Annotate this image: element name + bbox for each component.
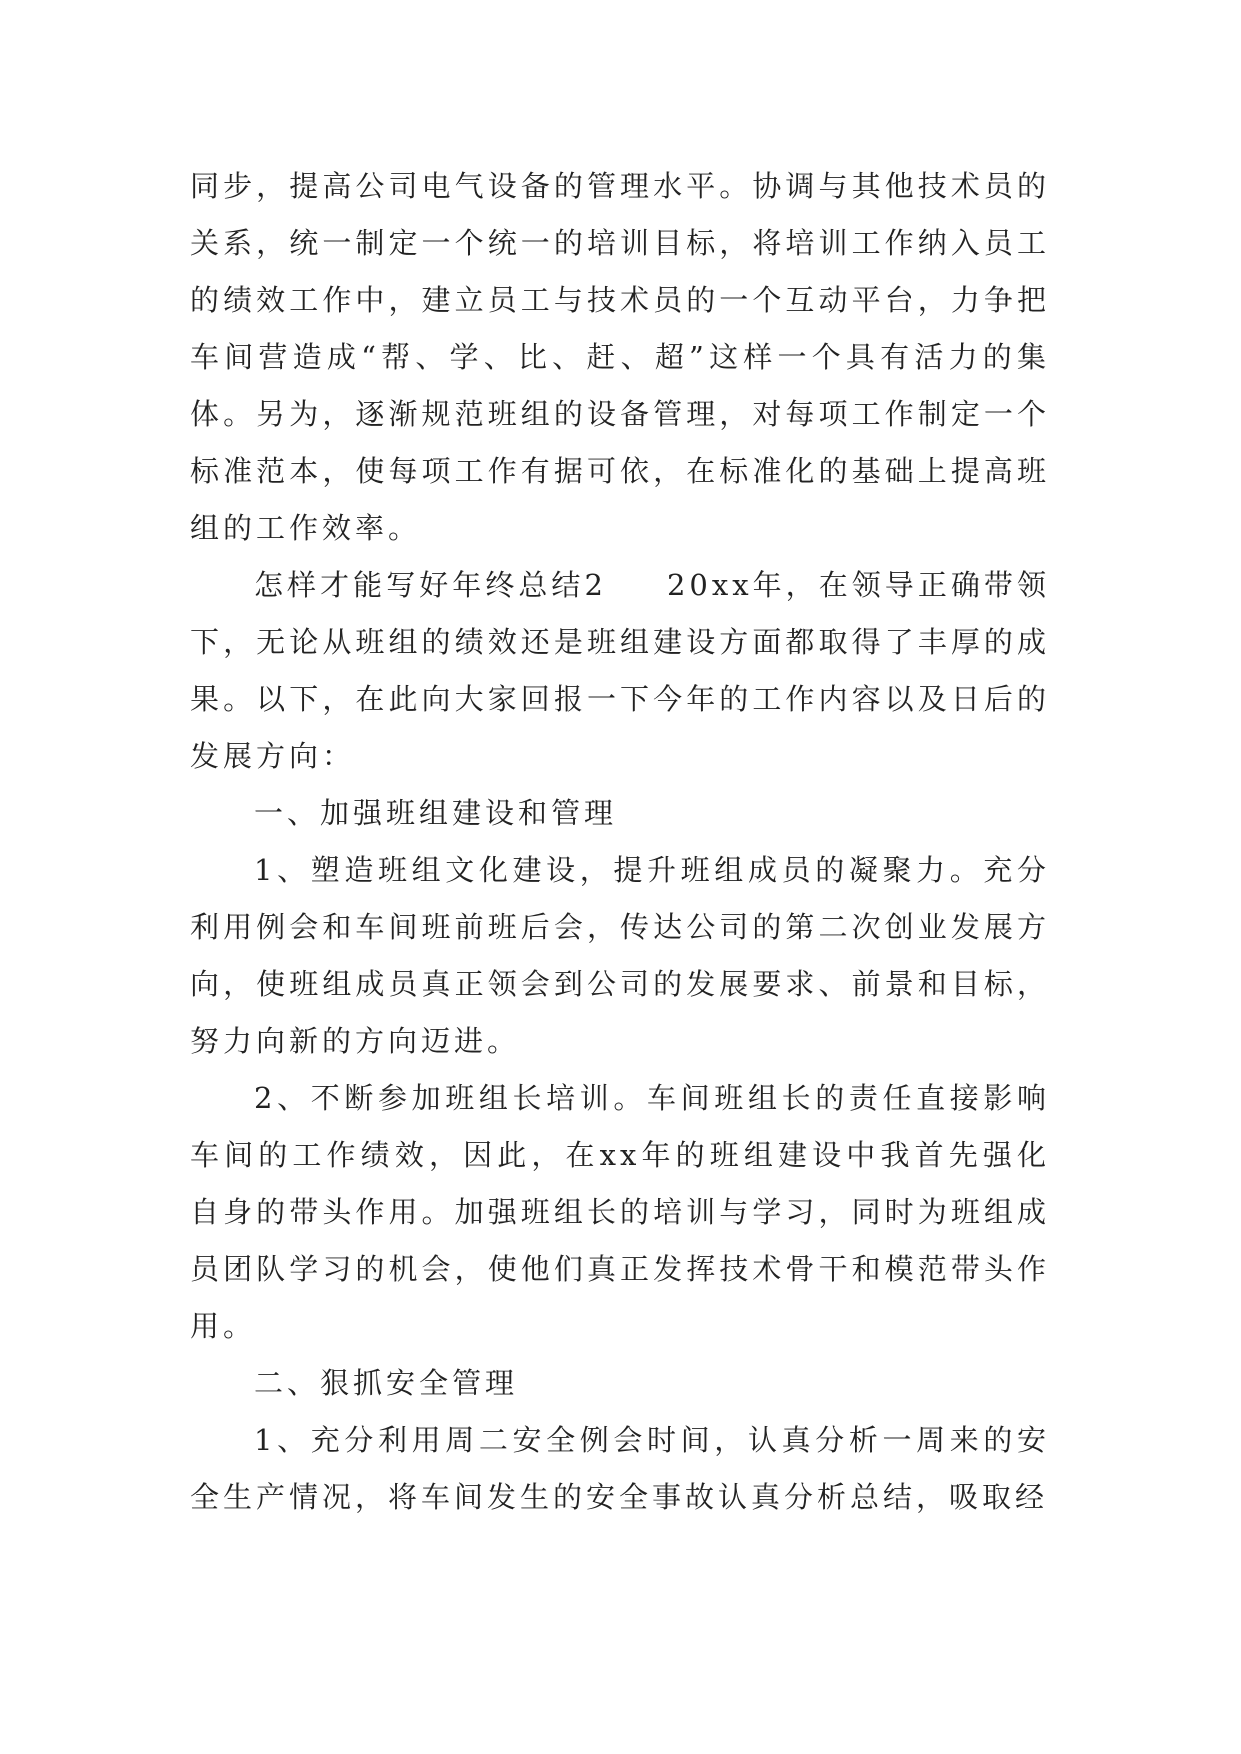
subheading-safety: 二、狠抓安全管理 — [254, 1366, 519, 1400]
section-heading: 怎样才能写好年终总结2 — [254, 568, 607, 602]
paragraph-item-2: 2、不断参加班组长培训。车间班组长的责任直接影响车间的工作绩效，因此，在xx年的班组建设中我首先强化自身的带头作用。加强班组长的培训与学习，同时为班组成员团队学习的机会，使他们真正发挥技术骨干和模范带头作用。 — [190, 1081, 1050, 1343]
document-body — [190, 158, 1050, 1526]
paragraph-safety-item-1: 1、充分利用周二安全例会时间，认真分析一周来的安全生产情况，将车间发生的安全事故认真分析总结，吸取经 — [190, 1423, 1050, 1514]
paragraph-continuation: 同步，提高公司电气设备的管理水平。协调与其他技术员的关系，统一制定一个统一的培训目标，将培训工作纳入员工的绩效工作中，建立员工与技术员的一个互动平台，力争把车间营造成“帮、学、比、赶、超”这样一个具有活力的集体。另为，逐渐规范班组的设备管理，对每项工作制定一个标准范本，使每项工作有据可依，在标准化的基础上提高班组的工作效率。 — [190, 169, 1050, 545]
subheading-team-building: 一、加强班组建设和管理 — [254, 796, 618, 830]
section-intro-text: 20xx年，在领导正确带领下，无论从班组的绩效还是班组建设方面都取得了丰厚的成果。以下，在此向大家回报一下今年的工作内容以及日后的发展方向： — [190, 568, 1050, 773]
paragraph-section-2-intro — [190, 557, 1050, 785]
paragraph-item-1: 1、塑造班组文化建设，提升班组成员的凝聚力。充分利用例会和车间班前班后会，传达公司的第二次创业发展方向，使班组成员真正领会到公司的发展要求、前景和目标，努力向新的方向迈进。 — [190, 853, 1050, 1058]
